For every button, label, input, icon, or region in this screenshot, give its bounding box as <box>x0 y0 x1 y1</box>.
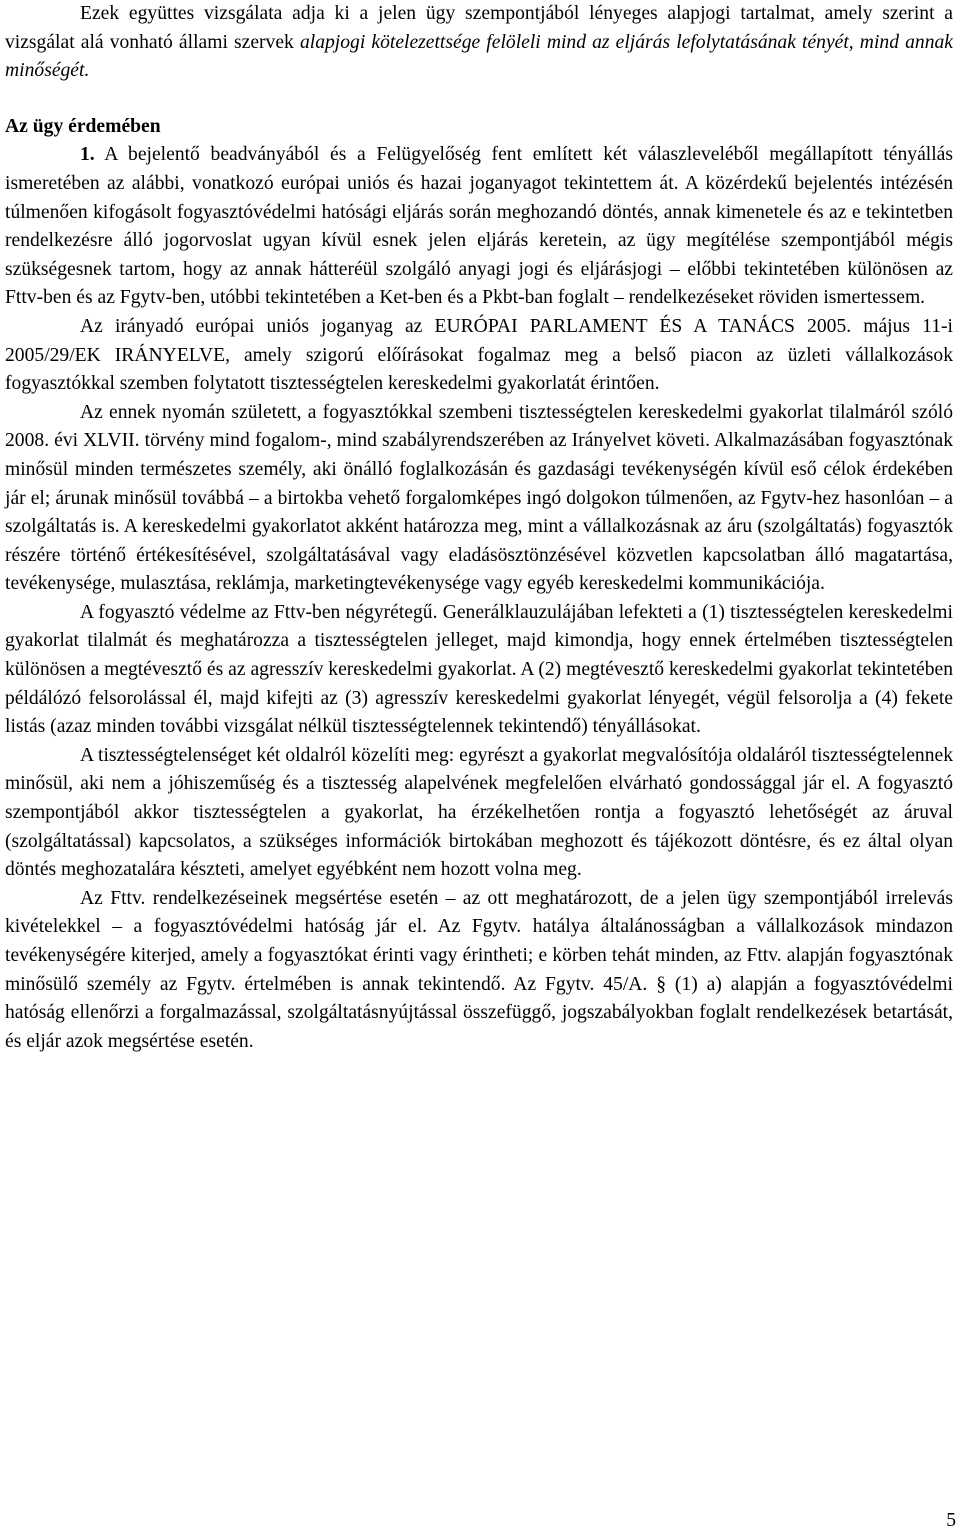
paragraph-number: 1. <box>80 144 95 166</box>
paragraph-3: Az ennek nyomán született, a fogyasztókkal szembeni tisztességtelen kereskedelmi gyakorlat tilalmáról szóló 2008. évi XLVII. törvény mind fogalom-, mind szabályrendszerében az Irányelvet követi. Alkalmazásában fogyasztónak minősül minden természetes személy, aki önálló foglalkozásán és gazdasági tevékenységén kívül eső célok érdekében jár el; árunak minősül továbbá – a birtokba vehető forgalomképes ingó dolgokon túlmenően, az Fgytv-hez hasonlóan – a szolgáltatás is. A kereskedelmi gyakorlatot akként határozza meg, mint a vállalkozásnak az áru (szolgáltatás) fogyasztók részére történő értékesítésével, szolgáltatásával vagy eladásösztönzésével közvetlen kapcsolatban álló magatartása, tevékenysége, mulasztása, reklámja, marketingtevékenysége vagy egyéb kereskedelmi kommunikációja. <box>5 401 953 595</box>
paragraph-1-text: A bejelentő beadványából és a Felügyelőség fent említett két válaszleveléből megállapított tényállás ismeretében az alábbi, vonatkozó európai uniós és hazai joganyagot tekintettem át. A közérdekű bejelentés intézésén túlmenően kifogásolt fogyasztóvédelmi hatósági eljárás során meghozandó döntés, annak kimenetele és az e tekintetben rendelkezésre álló jogorvoslat ugyan kívül esnek jelen eljárás keretein, az ügy megítélése szempontjából mégis szükségesnek tartom, hogy az annak hátteréül szolgáló anyagi jogi és eljárásjogi – előbbi tekintetében különösen az Fttv-ben és az Fgytv-ben, utóbbi tekintetében a Ket-ben és a Pkbt-ban foglalt – rendelkezéseket röviden ismertessem. <box>5 144 953 309</box>
paragraph-2: Az irányadó európai uniós joganyag az EURÓPAI PARLAMENT ÉS A TANÁCS 2005. május 11-i 2005/29/EK IRÁNYELVE, amely szigorú előírásokat fogalmaz meg a belső piacon az üzleti vállalkozások fogyasztókkal szemben folytatott tisztességtelen kereskedelmi gyakorlatát érintően. <box>5 315 953 395</box>
paragraph-6: Az Fttv. rendelkezéseinek megsértése esetén – az ott meghatározott, de a jelen ügy szempontjából irrelevás kivételekkel – a fogyasztóvédelmi hatóság jár el. Az Fgytv. hatálya általánosságban a vállalkozások mindazon tevékenységére kiterjed, amely a fogyasztókat érinti vagy érintheti; e körben tehát minden, az Fttv. alapján fogyasztónak minősülő személy az Fgytv. értelmében is annak tekintendő. Az Fgytv. 45/A. § (1) a) alapján a fogyasztóvédelmi hatóság ellenőrzi a forgalmazással, szolgáltatásnyújtással összefüggő, jogszabályokban foglalt rendelkezések betartását, és eljár azok megsértése esetén. <box>5 887 953 1052</box>
paragraph-5: A tisztességtelenséget két oldalról közelíti meg: egyrészt a gyakorlat megvalósítója oldaláról tisztességtelennek minősül, aki nem a jóhiszeműség és a tisztesség alapelvének megfelelően elvárható gondossággal jár el. A fogyasztó szempontjából akkor tisztességtelen a gyakorlat, ha érzékelhetően rontja a fogyasztó lehetőségét az áruval (szolgáltatással) kapcsolatos, a szükséges információk birtokában meghozott és tájékozott döntésre, és ez által olyan döntés meghozatalára készteti, amelyet egyébként nem hozott volna meg. <box>5 744 953 881</box>
intro-text: Ezek együttes vizsgálata adja ki a jelen ügy szempontjából lényeges alapjogi tartalmat, amely szerint a vizsgálat alá vonható állami szervek <box>5 3 953 53</box>
paragraph-1 <box>5 141 953 313</box>
document-page <box>5 0 953 1056</box>
section-heading: Az ügy érdemében <box>5 115 161 137</box>
intro-italic-text: alapjogi kötelezettsége felöleli mind az eljárás lefolytatásának tényét, mind annak minőségét. <box>5 31 953 82</box>
paragraph-4: A fogyasztó védelme az Fttv-ben négyrétegű. Generálklauzulájában lefekteti a (1) tisztességtelen kereskedelmi gyakorlat tilalmát és meghatározza a tisztességtelen jelleget, majd kimondja, hogy ennek értelmében tisztességtelen különösen a megtévesztő és az agresszív kereskedelmi gyakorlat. A (2) megtévesztő kereskedelmi gyakorlat tekintetében példálózó felsorolással él, majd kifejti az (3) agresszív kereskedelmi gyakorlat lényegét, végül felsorolja a (4) fekete listás (azaz minden további vizsgálat nélkül tisztességtelennek tekintendő) tényállásokat. <box>5 601 953 738</box>
page-number: 5 <box>946 1510 956 1531</box>
intro-paragraph <box>5 0 953 86</box>
